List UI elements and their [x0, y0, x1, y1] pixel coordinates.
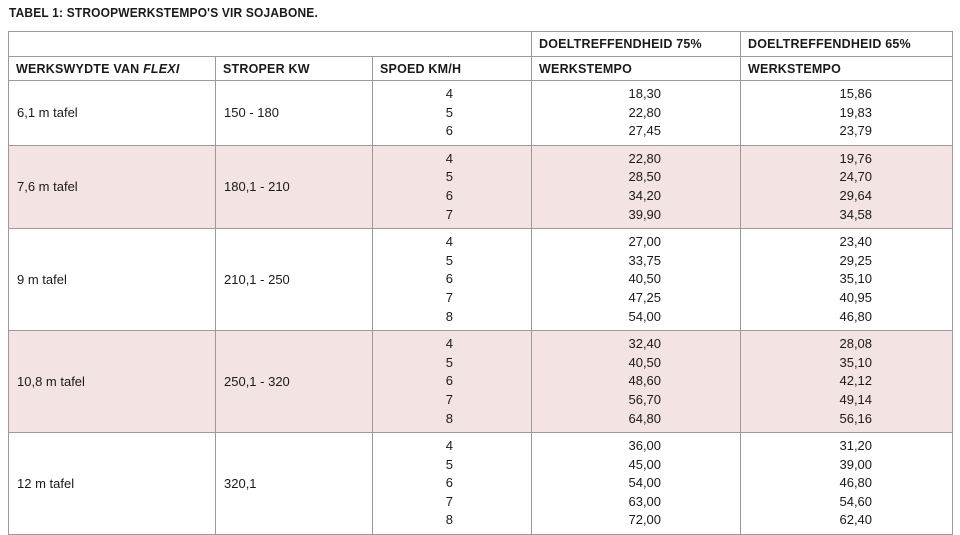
- cell-tempo-65: [741, 145, 953, 228]
- tempo-65-value: 34,58: [839, 206, 873, 222]
- header-werkstempo-75: WERKSTEMPO: [532, 57, 741, 81]
- tempo-65-value: 46,80: [839, 475, 873, 491]
- tempo-75-value: 28,50: [628, 169, 662, 185]
- speed-value: 5: [445, 252, 454, 268]
- header-werkswydte-flexi: FLEXI: [143, 61, 180, 76]
- speed-value: 4: [445, 150, 454, 166]
- tempo-65-value: 62,40: [839, 512, 873, 528]
- tempo-65-value: 49,14: [839, 391, 873, 407]
- cell-tempo-65: [741, 81, 953, 146]
- cell-speeds: [373, 229, 532, 331]
- tempo-65-value: 28,08: [839, 336, 873, 352]
- cell-width: 12 m tafel: [9, 433, 216, 535]
- header-werkstempo-65: WERKSTEMPO: [741, 57, 953, 81]
- tempo-75-value: 36,00: [628, 438, 662, 454]
- cell-tempo-65: [741, 433, 953, 535]
- tempo-65-value: 35,10: [839, 354, 873, 370]
- speed-value: 6: [445, 475, 454, 491]
- header-werkswydte: [9, 57, 216, 81]
- tempo-75-value: 47,25: [628, 289, 662, 305]
- cell-tempo-75: [532, 229, 741, 331]
- speed-value: 8: [445, 512, 454, 528]
- cell-width: 10,8 m tafel: [9, 331, 216, 433]
- speed-value: 4: [445, 234, 454, 250]
- table-row: [9, 331, 953, 433]
- tempo-75-value: 34,20: [628, 187, 662, 203]
- speed-value: 5: [445, 104, 454, 120]
- cell-kw: 320,1: [216, 433, 373, 535]
- table-title: TABEL 1: STROOPWERKSTEMPO'S VIR SOJABONE.: [9, 5, 318, 20]
- cell-speeds: [373, 433, 532, 535]
- cell-tempo-75: [532, 433, 741, 535]
- speed-value: 7: [445, 493, 454, 509]
- tempo-65-value: 35,10: [839, 271, 873, 287]
- work-rate-table: [8, 31, 953, 535]
- tempo-75-value: 22,80: [628, 104, 662, 120]
- tempo-65-value: 15,86: [839, 86, 873, 101]
- tempo-75-value: 22,80: [628, 150, 662, 166]
- header-blank: [9, 32, 532, 57]
- cell-width: 6,1 m tafel: [9, 81, 216, 146]
- tempo-65-value: 54,60: [839, 493, 873, 509]
- cell-tempo-75: [532, 331, 741, 433]
- header-doel65: DOELTREFFENDHEID 65%: [741, 32, 953, 57]
- table-row: [9, 145, 953, 228]
- header-row-2: [9, 57, 953, 81]
- cell-speeds: [373, 145, 532, 228]
- speed-value: 5: [445, 456, 454, 472]
- tempo-75-value: 27,45: [628, 123, 662, 139]
- tempo-75-value: 72,00: [628, 512, 662, 528]
- header-spoed: SPOED KM/H: [373, 57, 532, 81]
- speed-value: 4: [445, 336, 454, 352]
- tempo-75-value: 54,00: [628, 308, 662, 324]
- tempo-65-value: 24,70: [839, 169, 873, 185]
- tempo-65-value: 40,95: [839, 289, 873, 305]
- tempo-75-value: 48,60: [628, 373, 662, 389]
- tempo-75-value: 27,00: [628, 234, 662, 250]
- cell-tempo-65: [741, 229, 953, 331]
- tempo-75-value: 63,00: [628, 493, 662, 509]
- cell-kw: 250,1 - 320: [216, 331, 373, 433]
- speed-value: 8: [445, 308, 454, 324]
- cell-width: 9 m tafel: [9, 229, 216, 331]
- speed-value: 6: [445, 373, 454, 389]
- speed-value: 7: [445, 206, 454, 222]
- header-stroper: STROPER KW: [216, 57, 373, 81]
- cell-kw: 180,1 - 210: [216, 145, 373, 228]
- cell-speeds: [373, 331, 532, 433]
- table-row: [9, 81, 953, 146]
- speed-value: 7: [445, 289, 454, 305]
- tempo-65-value: 56,16: [839, 410, 873, 426]
- tempo-75-value: 56,70: [628, 391, 662, 407]
- tempo-65-value: 19,83: [839, 104, 873, 120]
- tempo-75-value: 40,50: [628, 354, 662, 370]
- speed-value: 8: [445, 410, 454, 426]
- tempo-65-value: 29,64: [839, 187, 873, 203]
- tempo-65-value: 31,20: [839, 438, 873, 454]
- tempo-75-value: 45,00: [628, 456, 662, 472]
- tempo-65-value: 23,40: [839, 234, 873, 250]
- speed-value: 5: [445, 354, 454, 370]
- tempo-65-value: 19,76: [839, 150, 873, 166]
- tempo-65-value: 46,80: [839, 308, 873, 324]
- cell-width: 7,6 m tafel: [9, 145, 216, 228]
- header-werkswydte-prefix: WERKSWYDTE VAN: [16, 61, 144, 76]
- tempo-75-value: 18,30: [628, 86, 662, 101]
- tempo-65-value: 29,25: [839, 252, 873, 268]
- speed-value: 6: [445, 123, 454, 139]
- speed-value: 5: [445, 169, 454, 185]
- cell-tempo-75: [532, 81, 741, 146]
- tempo-75-value: 54,00: [628, 475, 662, 491]
- tempo-65-value: 39,00: [839, 456, 873, 472]
- tempo-75-value: 32,40: [628, 336, 662, 352]
- cell-kw: 150 - 180: [216, 81, 373, 146]
- cell-speeds: [373, 81, 532, 146]
- tempo-65-value: 42,12: [839, 373, 873, 389]
- speed-value: 7: [445, 391, 454, 407]
- speed-value: 4: [445, 86, 454, 101]
- tempo-75-value: 40,50: [628, 271, 662, 287]
- cell-tempo-65: [741, 331, 953, 433]
- speed-value: 6: [445, 271, 454, 287]
- table-row: [9, 433, 953, 535]
- speed-value: 4: [445, 438, 454, 454]
- header-row-1: [9, 32, 953, 57]
- cell-tempo-75: [532, 145, 741, 228]
- tempo-65-value: 23,79: [839, 123, 873, 139]
- tempo-75-value: 64,80: [628, 410, 662, 426]
- tempo-75-value: 33,75: [628, 252, 662, 268]
- tempo-75-value: 39,90: [628, 206, 662, 222]
- speed-value: 6: [445, 187, 454, 203]
- header-doel75: DOELTREFFENDHEID 75%: [532, 32, 741, 57]
- table-body: [9, 81, 953, 535]
- table-row: [9, 229, 953, 331]
- cell-kw: 210,1 - 250: [216, 229, 373, 331]
